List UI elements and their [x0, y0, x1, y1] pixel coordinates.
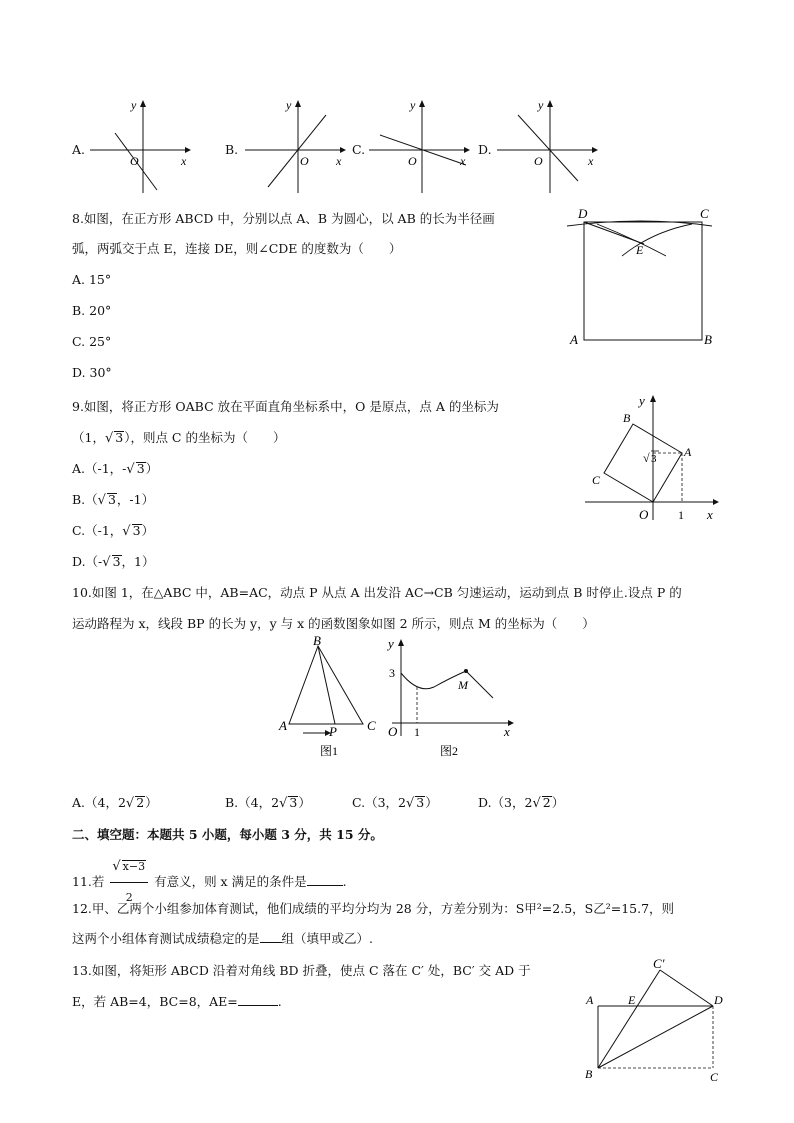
q9-label-c: C: [592, 473, 601, 487]
q9-b-rad: 3: [107, 492, 116, 507]
q9-a-post: ）: [145, 461, 159, 476]
sqrt-icon: √: [125, 796, 135, 811]
q13-label-e: E: [628, 993, 636, 1007]
sqrt-icon: √: [406, 796, 415, 811]
q12-line-1: 12.甲、乙两个小组参加体育测试，他们成绩的平均分均为 28 分，方差分别为：S甲²=2.5，S乙²=15.7，则: [72, 901, 675, 916]
q9-c-post: ）: [141, 523, 155, 538]
q7-c-y: y: [410, 98, 416, 112]
q10-a-pre: A.（4，2: [72, 795, 126, 810]
q10-f2-three: 3: [389, 666, 395, 680]
q9-option-b: [72, 490, 154, 508]
q8-line-2: 弧，两弧交于点 E，连接 DE，则∠CDE 的度数为（ ）: [72, 241, 402, 256]
q13-label-d: D: [714, 993, 723, 1007]
q13-figure: [580, 956, 730, 1086]
q9-d-rad: 3: [112, 554, 121, 569]
q10-line-1: 10.如图 1，在△ABC 中，AB=AC，动点 P 从点 A 出发沿 AC→CB 匀速运动，运动到点 B 时停止.设点 P 的: [72, 585, 682, 600]
q7-c-o: O: [408, 154, 417, 168]
q8-label-c: C: [700, 206, 709, 221]
q10-figure-2: [382, 636, 522, 756]
q13-line-2-text: E，若 AB=4，BC=8，AE=: [72, 994, 238, 1009]
q10-f1-caption: 图1: [320, 744, 339, 758]
q12-line-2: [72, 929, 373, 947]
sqrt-icon: √: [532, 796, 541, 811]
sqrt-icon: √: [102, 555, 111, 570]
q10-f2-o: O: [388, 724, 398, 739]
q7-c-x: x: [460, 154, 466, 168]
q13-label-a: A: [586, 993, 594, 1007]
q11-post: 有意义，则 x 满足的条件是: [154, 874, 307, 889]
q10-f2-x: x: [504, 724, 510, 739]
q9-a-pre: A.（-1，-: [72, 461, 127, 476]
q10-a-post: ）: [145, 795, 158, 810]
q13-line-1: 13.如图，将矩形 ABCD 沿着对角线 BD 折叠，使点 C 落在 C′ 处，BC′ 交 AD 于: [72, 963, 531, 978]
q7-a-o: O: [130, 154, 139, 168]
q9-a-rad: 3: [136, 461, 145, 476]
q10-f2-one: 1: [414, 725, 420, 739]
q9-line-2-pre: （1，: [72, 430, 105, 445]
q12-answer-blank[interactable]: [260, 942, 282, 943]
q10-c-post: ）: [425, 795, 438, 810]
q7-option-d-letter: D.: [478, 142, 492, 157]
q10-a-rad: 2: [136, 795, 145, 810]
q10-d-rad: 2: [542, 795, 551, 810]
q8-figure: [562, 200, 732, 350]
q10-f1-b: B: [313, 633, 321, 648]
q10-f1-c: C: [367, 718, 376, 733]
q11-answer-blank[interactable]: [307, 885, 343, 886]
sqrt-icon: √: [104, 431, 114, 446]
q10-option-d: [478, 793, 564, 811]
q7-b-x: x: [336, 154, 342, 168]
q9-line-2-rad: 3: [115, 430, 124, 445]
q9-option-d: [72, 552, 154, 570]
q11-frac-num: x−3: [122, 860, 146, 873]
q7-graph-c: [364, 95, 474, 195]
q10-c-pre: C.（3，2: [352, 795, 406, 810]
q10-f2-m: M: [458, 678, 468, 692]
q10-b-pre: B.（4，2: [225, 795, 280, 810]
q13-line-2: [72, 992, 282, 1010]
q8-label-b: B: [704, 332, 712, 347]
q12-line-2-pre: 这两个小组体育测试成绩稳定的是: [72, 931, 260, 946]
q8-label-d: D: [578, 206, 588, 221]
q8-option-d: D. 30°: [72, 365, 112, 380]
q8-option-b: B. 20°: [72, 303, 112, 318]
q9-label-y: y: [639, 393, 645, 408]
q10-option-c: [352, 793, 438, 811]
q10-f2-y: y: [388, 636, 394, 651]
q9-label-b: B: [623, 411, 631, 425]
q7-b-o: O: [300, 154, 309, 168]
q7-a-x: x: [181, 154, 187, 168]
q7-graph-d: [492, 95, 602, 195]
sqrt-icon: √: [126, 462, 135, 477]
q13-label-c: C: [710, 1070, 719, 1084]
q13-label-c-prime: C′: [653, 956, 665, 971]
q9-option-c: [72, 521, 154, 539]
q9-d-post: ，1）: [121, 554, 155, 569]
q11-end: .: [342, 874, 347, 889]
q9-label-a: A: [684, 445, 692, 459]
q9-d-pre: D.（-: [72, 554, 103, 569]
q10-option-a: [72, 793, 158, 811]
q7-d-y: y: [538, 98, 544, 112]
sqrt-icon: √: [97, 493, 106, 508]
q11-pre: 11.若: [72, 874, 105, 889]
q10-b-rad: 3: [289, 795, 298, 810]
q9-b-post: ，-1）: [116, 492, 155, 507]
q10-line-2: 运动路程为 x，线段 BP 的长为 y，y 与 x 的函数图象如图 2 所示，则点 M 的坐标为（ ）: [72, 616, 595, 631]
q7-option-b-letter: B.: [225, 142, 239, 157]
q8-label-e: E: [636, 243, 644, 257]
q9-label-x: x: [707, 507, 713, 522]
q7-graph-b: [240, 95, 350, 195]
sqrt-icon: √: [279, 796, 288, 811]
q7-graph-a: [85, 95, 195, 195]
q7-option-c-letter: C.: [352, 142, 366, 157]
q7-option-a-letter: A.: [72, 142, 86, 157]
q9-label-one: 1: [678, 508, 684, 522]
q8-line-1: 8.如图，在正方形 ABCD 中，分别以点 A、B 为圆心，以 AB 的长为半径画: [72, 211, 495, 226]
q7-d-o: O: [534, 154, 543, 168]
q10-figure-1: [275, 633, 385, 758]
q10-f1-a: A: [279, 718, 287, 733]
q8-option-a: A. 15°: [72, 272, 112, 287]
q7-b-y: y: [286, 98, 292, 112]
q7-a-y: y: [131, 98, 137, 112]
sqrt-icon: √: [643, 451, 650, 465]
sqrt-icon: √: [122, 524, 131, 539]
q12-line-2-post: 组（填甲或乙）.: [281, 931, 373, 946]
q11-frac-den: 2: [125, 891, 133, 904]
section-2-title: 二、填空题：本题共 5 小题，每小题 3 分，共 15 分。: [72, 827, 383, 842]
q10-b-post: ）: [298, 795, 311, 810]
q9-label-root: 3: [651, 453, 657, 465]
q13-answer-blank[interactable]: [238, 1005, 278, 1006]
q10-f2-caption: 图2: [440, 744, 459, 758]
q13-label-b: B: [585, 1067, 593, 1081]
q9-b-pre: B.（: [72, 492, 98, 507]
q9-option-a: [72, 459, 158, 477]
q8-option-c: C. 25°: [72, 334, 112, 349]
sqrt-icon: √: [112, 859, 121, 874]
q9-line-1: 9.如图，将正方形 OABC 放在平面直角坐标系中，O 是原点，点 A 的坐标为: [72, 399, 499, 414]
q10-d-post: ）: [551, 795, 565, 810]
q7-d-x: x: [588, 154, 594, 168]
q9-figure: [585, 392, 735, 527]
q9-c-pre: C.（-1，: [72, 523, 123, 538]
q9-line-2: [72, 428, 285, 446]
q9-line-2-post: ），则点 C 的坐标为（ ）: [124, 430, 286, 445]
q9-c-rad: 3: [132, 523, 141, 538]
q9-label-o: O: [639, 507, 649, 522]
q8-label-a: A: [570, 332, 578, 347]
q10-option-b: [225, 793, 311, 811]
q10-c-rad: 3: [416, 795, 425, 810]
q13-end: .: [277, 994, 282, 1009]
q10-d-pre: D.（3，2: [478, 795, 533, 810]
q10-f1-p: P: [329, 724, 337, 739]
